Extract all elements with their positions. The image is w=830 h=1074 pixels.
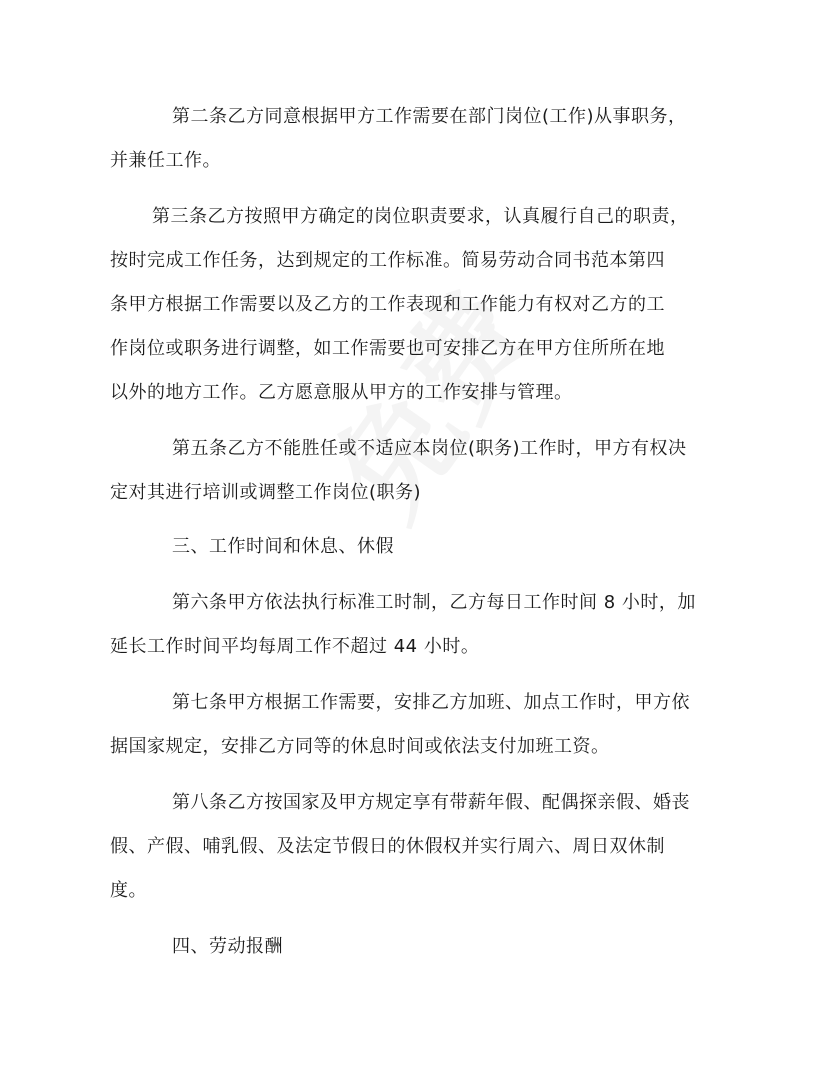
article-5-line-1: 第五条乙方不能胜任或不适应本岗位(职务)工作时，甲方有权决 (172, 438, 687, 459)
article-8-line-3: 度。 (110, 880, 147, 901)
article-3-line-1: 第三条乙方按照甲方确定的岗位职责要求，认真履行自己的职责， (152, 206, 689, 227)
article-3-line-2: 按时完成工作任务，达到规定的工作标准。简易劳动合同书范本第四 (110, 250, 665, 271)
article-2-line-1: 第二条乙方同意根据甲方工作需要在部门岗位(工作)从事职务， (172, 106, 687, 127)
article-7-line-2: 据国家规定，安排乙方同等的休息时间或依法支付加班工资。 (110, 736, 610, 757)
article-3-line-4: 作岗位或职务进行调整，如工作需要也可安排乙方在甲方住所所在地 (110, 338, 665, 359)
article-3-line-3: 条甲方根据工作需要以及乙方的工作表现和工作能力有权对乙方的工 (110, 294, 665, 315)
article-7-line-1: 第七条甲方根据工作需要，安排乙方加班、加点工作时，甲方依 (172, 692, 690, 713)
article-6-line-1: 第六条甲方依法执行标准工时制，乙方每日工作时间 8 小时，加 (172, 592, 696, 613)
article-6-line-2: 延长工作时间平均每周工作不超过 44 小时。 (110, 636, 480, 657)
article-5-line-2: 定对其进行培训或调整工作岗位(职务) (110, 482, 422, 503)
article-2-line-2: 并兼任工作。 (110, 150, 221, 171)
article-8-line-2: 假、产假、哺乳假、及法定节假日的休假权并实行周六、周日双休制 (110, 836, 665, 857)
section-4-heading: 四、劳动报酬 (172, 936, 283, 957)
section-3-heading: 三、工作时间和休息、休假 (172, 536, 394, 557)
article-3-line-5: 以外的地方工作。乙方愿意服从甲方的工作安排与管理。 (110, 382, 573, 403)
article-8-line-1: 第八条乙方按国家及甲方规定享有带薪年假、配偶探亲假、婚丧 (172, 792, 690, 813)
